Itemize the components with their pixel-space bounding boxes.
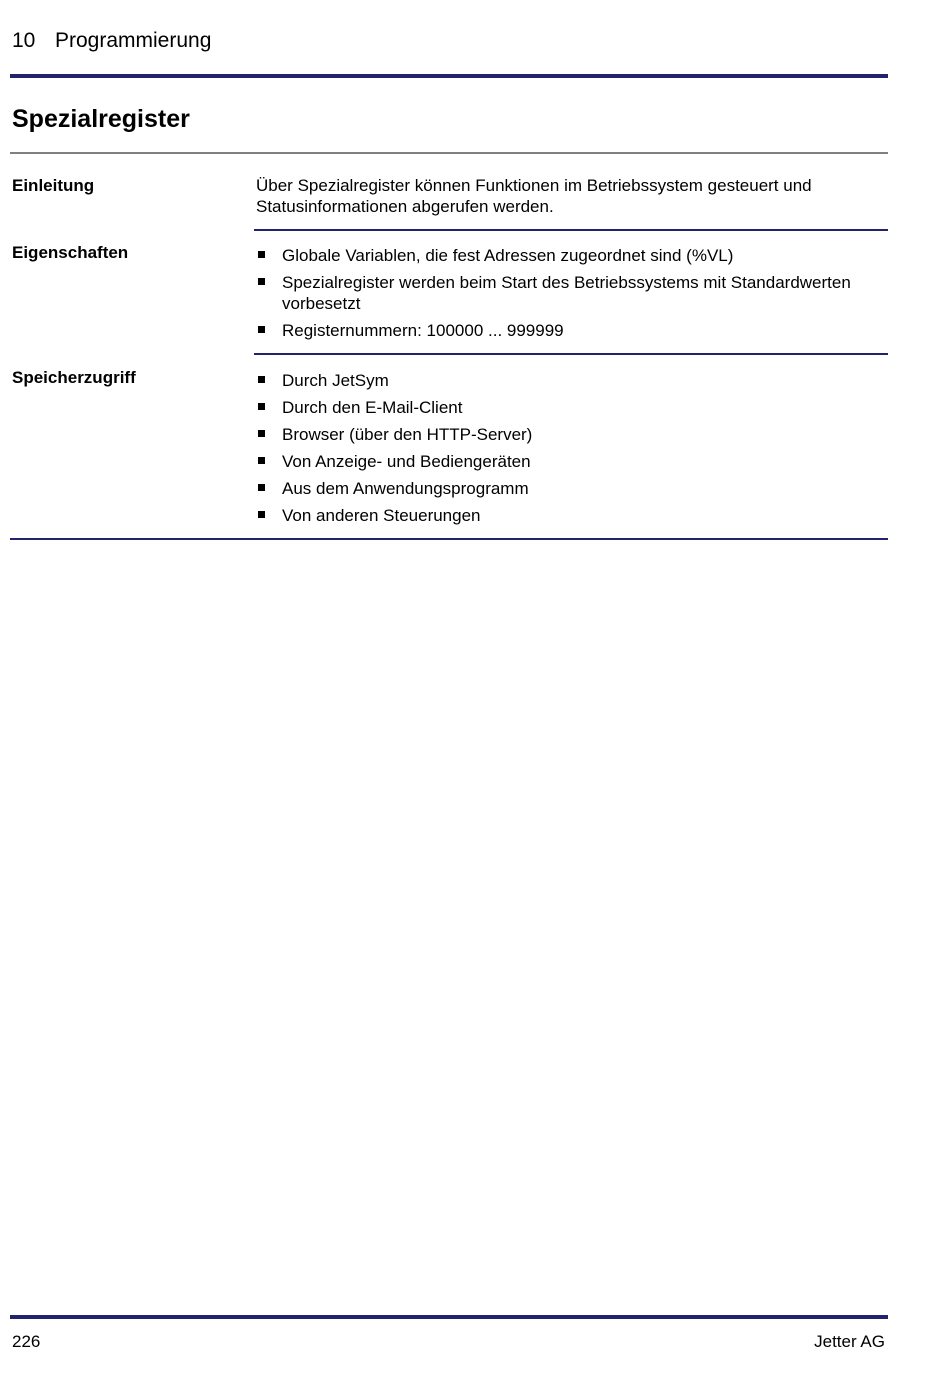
square-bullet-icon <box>258 251 265 258</box>
square-bullet-icon <box>258 457 265 464</box>
running-header <box>12 28 211 54</box>
header-rule <box>10 74 888 78</box>
page-number: 226 <box>12 1332 41 1351</box>
section-label-eigenschaften: Eigenschaften <box>12 243 129 262</box>
einleitung-text: Über Spezialregister können Funktionen im Betriebssystem gesteuert und Statusinformationen abgerufen werden. <box>256 176 812 216</box>
list-item <box>256 320 888 341</box>
list-item-text: Durch den E-Mail-Client <box>282 398 463 417</box>
list-item-text: Globale Variablen, die fest Adressen zugeordnet sind (%VL) <box>282 246 734 265</box>
list-item <box>256 451 888 472</box>
company-name: Jetter AG <box>814 1332 885 1351</box>
page-title: Spezialregister <box>12 105 190 133</box>
list-item-text: Registernummern: 100000 ... 999999 <box>282 321 564 340</box>
section-divider <box>254 353 888 355</box>
list-item <box>256 272 888 314</box>
square-bullet-icon <box>258 484 265 491</box>
list-item <box>256 505 888 526</box>
list-item <box>256 478 888 499</box>
section-divider <box>254 229 888 231</box>
speicherzugriff-list <box>256 370 888 526</box>
list-item-text: Von anderen Steuerungen <box>282 506 481 525</box>
section-label-speicherzugriff: Speicherzugriff <box>12 368 136 387</box>
list-item-text: Von Anzeige- und Bediengeräten <box>282 452 531 471</box>
square-bullet-icon <box>258 403 265 410</box>
list-item <box>256 424 888 445</box>
chapter-number: 10 <box>12 29 36 52</box>
list-item-text: Durch JetSym <box>282 371 389 390</box>
square-bullet-icon <box>258 376 265 383</box>
square-bullet-icon <box>258 278 265 285</box>
chapter-title: Programmierung <box>55 29 212 52</box>
title-rule <box>10 152 888 154</box>
list-item-text: Aus dem Anwendungsprogramm <box>282 479 529 498</box>
square-bullet-icon <box>258 326 265 333</box>
list-item <box>256 397 888 418</box>
section-end-rule <box>10 538 888 540</box>
eigenschaften-list <box>256 245 888 341</box>
list-item <box>256 370 888 391</box>
footer-rule <box>10 1315 888 1319</box>
square-bullet-icon <box>258 430 265 437</box>
list-item <box>256 245 888 266</box>
list-item-text: Spezialregister werden beim Start des Betriebssystems mit Standardwerten vorbesetzt <box>282 273 851 313</box>
section-label-einleitung: Einleitung <box>12 176 95 195</box>
list-item-text: Browser (über den HTTP-Server) <box>282 425 533 444</box>
square-bullet-icon <box>258 511 265 518</box>
